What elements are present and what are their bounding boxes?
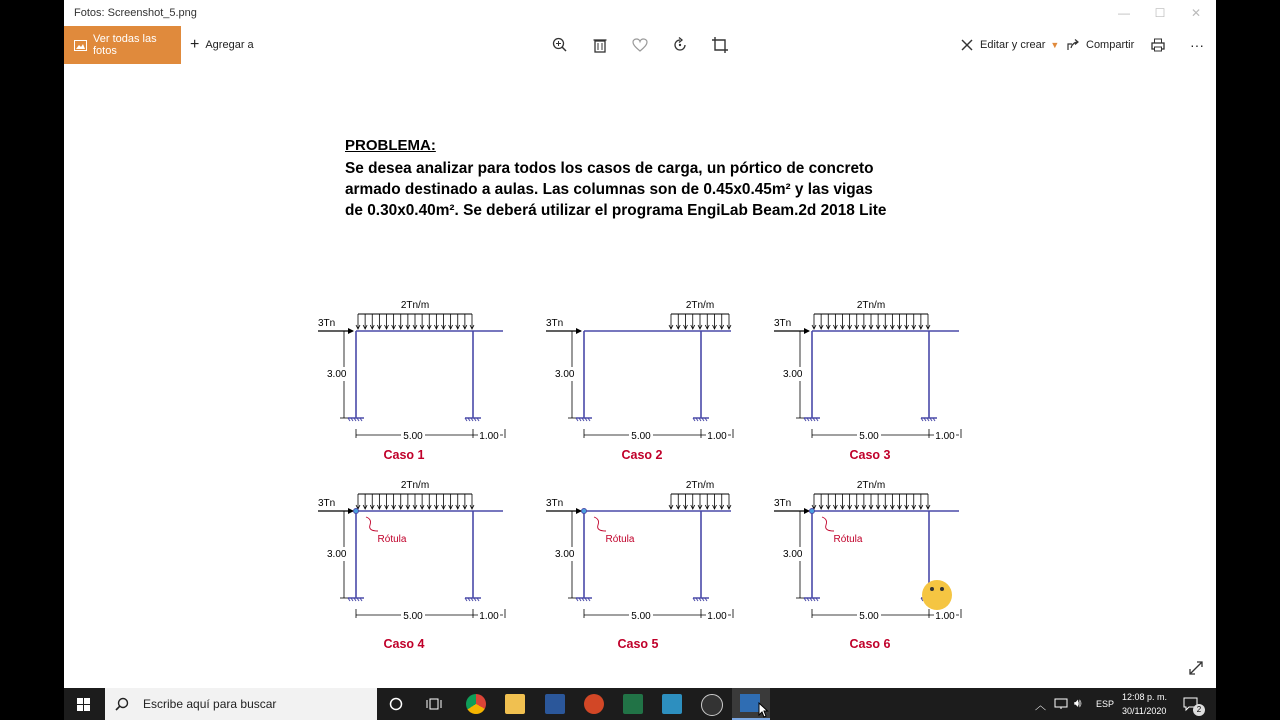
network-icon[interactable] (1054, 698, 1068, 710)
case-label: Caso 4 (383, 637, 425, 651)
distributed-load-label: 2Tn/m (400, 300, 430, 311)
height-label: 3.00 (555, 549, 575, 560)
app-icon[interactable] (662, 694, 682, 714)
overhang-label: 1.00 (935, 611, 955, 622)
photos-app-icon (740, 694, 760, 712)
notification-count-badge: 2 (1193, 704, 1205, 716)
problem-line-1: Se desea analizar para todos los casos de carga, un pórtico de concreto (345, 160, 874, 177)
overhang-label: 1.00 (707, 431, 727, 442)
height-label: 3.00 (327, 549, 347, 560)
span-label: 5.00 (859, 431, 879, 442)
add-to-button[interactable] (190, 26, 254, 64)
title-bar (64, 0, 1216, 26)
overhang-label: 1.00 (707, 611, 727, 622)
hinge-label: Rótula (833, 534, 863, 545)
hinge-pointer (822, 517, 834, 531)
point-load-label: 3Tn (774, 498, 792, 509)
taskbar-search-box[interactable] (105, 688, 377, 720)
fullscreen-icon[interactable] (1188, 660, 1204, 676)
hinge-label: Rótula (377, 534, 407, 545)
case-label: Caso 1 (383, 448, 425, 462)
case-frame-6 (774, 480, 961, 651)
view-all-photos-button[interactable] (64, 26, 181, 64)
point-load-label: 3Tn (774, 318, 792, 329)
point-load-arrowhead (348, 328, 354, 334)
photos-icon (74, 40, 87, 51)
zoom-icon[interactable] (551, 36, 569, 54)
hinge-pointer (366, 517, 378, 531)
close-icon[interactable]: ✕ (1190, 6, 1202, 20)
language-indicator[interactable]: ESP (1096, 699, 1115, 709)
point-load-label: 3Tn (318, 318, 336, 329)
case-frame-3 (774, 300, 961, 462)
case-label: Caso 5 (617, 637, 659, 651)
hinge-label: Rótula (605, 534, 635, 545)
edit-create-button[interactable] (960, 26, 1059, 64)
height-label: 3.00 (783, 369, 803, 380)
case-frame-1 (318, 300, 505, 462)
span-label: 5.00 (403, 431, 423, 442)
file-explorer-icon[interactable] (505, 694, 525, 714)
photo-viewer (64, 64, 1216, 688)
search-icon (115, 697, 129, 711)
point-load-arrowhead (576, 328, 582, 334)
windows-start-icon[interactable] (77, 698, 90, 711)
taskbar (64, 688, 1216, 720)
share-icon (1066, 38, 1080, 52)
clock-time[interactable]: 12:08 p. m. (1122, 692, 1168, 702)
volume-icon[interactable]: 🔊︎ (1074, 696, 1082, 710)
overhang-label: 1.00 (479, 431, 499, 442)
view-all-label: Ver todas las fotos (93, 33, 157, 57)
excel-icon[interactable] (623, 694, 643, 714)
window-title: Fotos: Screenshot_5.png (74, 7, 197, 19)
rotate-icon[interactable] (671, 36, 689, 54)
distributed-load-label: 2Tn/m (856, 480, 886, 491)
problem-line-2: armado destinado a aulas. Las columnas son de 0.45x0.45m² y las vigas (345, 181, 873, 198)
word-icon[interactable] (545, 694, 565, 714)
span-label: 5.00 (631, 611, 651, 622)
problem-statement (345, 137, 985, 221)
maximize-icon[interactable]: ☐ (1154, 6, 1166, 20)
span-label: 5.00 (859, 611, 879, 622)
share-button[interactable] (1066, 26, 1134, 64)
clock-date[interactable]: 30/11/2020 (1122, 706, 1167, 716)
case-frame-2 (546, 300, 733, 462)
tray-chevron-up-icon[interactable]: ︿ (1035, 700, 1046, 712)
span-label: 5.00 (631, 431, 651, 442)
height-label: 3.00 (327, 369, 347, 380)
case-frame-4 (318, 480, 505, 651)
hinge-pointer (594, 517, 606, 531)
powerpoint-icon[interactable] (584, 694, 604, 714)
height-label: 3.00 (783, 549, 803, 560)
crop-icon[interactable] (711, 36, 729, 54)
delete-icon[interactable] (591, 36, 609, 54)
distributed-load-label: 2Tn/m (856, 300, 886, 311)
left-letterbox (0, 0, 64, 688)
span-label: 5.00 (403, 611, 423, 622)
edit-create-label: Editar y crear (980, 39, 1046, 51)
height-label: 3.00 (555, 369, 575, 380)
distributed-load-label: 2Tn/m (685, 300, 715, 311)
hinge-marker (582, 509, 587, 514)
edit-icon (960, 38, 974, 52)
hinge-marker (354, 509, 359, 514)
favorite-heart-icon[interactable] (631, 36, 649, 54)
load-cases-diagram (298, 230, 978, 651)
photos-window (64, 0, 1216, 688)
problem-heading: PROBLEMA: (345, 137, 436, 154)
minimize-icon[interactable]: — (1118, 6, 1130, 20)
right-letterbox (1216, 0, 1280, 688)
toolbar (64, 26, 1216, 64)
point-load-label: 3Tn (318, 498, 336, 509)
obs-icon[interactable] (701, 694, 723, 716)
plus-icon: + (190, 36, 200, 53)
add-to-label: Agregar a (205, 39, 254, 51)
overhang-label: 1.00 (935, 431, 955, 442)
distributed-load-label: 2Tn/m (685, 480, 715, 491)
more-options-icon[interactable]: ··· (1190, 37, 1204, 53)
point-load-arrowhead (804, 328, 810, 334)
problem-line-3: de 0.30x0.40m². Se deberá utilizar el programa EngiLab Beam.2d 2018 Lite (345, 202, 887, 219)
print-icon[interactable] (1149, 36, 1167, 54)
search-placeholder: Escribe aquí para buscar (143, 697, 277, 711)
emoji-decoration (919, 577, 959, 595)
chrome-icon[interactable] (466, 694, 486, 714)
hinge-marker (810, 509, 815, 514)
chevron-down-icon: ▼ (1050, 40, 1060, 50)
share-label: Compartir (1086, 39, 1135, 51)
case-label: Caso 3 (849, 448, 891, 462)
task-view-icon[interactable] (426, 697, 442, 711)
case-label: Caso 6 (849, 637, 891, 651)
case-frame-5 (546, 480, 733, 651)
cortana-icon[interactable] (389, 697, 403, 711)
mouse-cursor-icon (758, 702, 768, 718)
overhang-label: 1.00 (479, 611, 499, 622)
case-label: Caso 2 (621, 448, 663, 462)
distributed-load-label: 2Tn/m (400, 480, 430, 491)
point-load-label: 3Tn (546, 318, 564, 329)
point-load-label: 3Tn (546, 498, 564, 509)
